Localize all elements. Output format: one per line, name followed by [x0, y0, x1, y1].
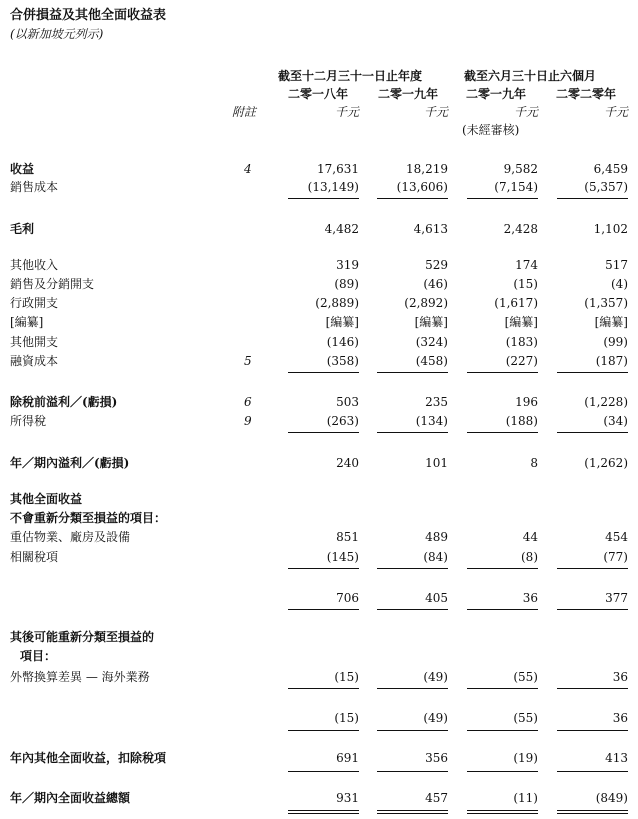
rule-subtotal-b-1 — [288, 609, 359, 610]
rule-subtotal-a-3 — [467, 568, 538, 569]
rule-subtotal-a-4 — [557, 568, 628, 569]
rule-oci-total-4 — [557, 730, 628, 731]
rule-total-4 — [557, 771, 628, 772]
rule-oci-total-1 — [288, 730, 359, 731]
header-unaudited: (未經審核) — [462, 123, 520, 137]
rule-fx-4 — [557, 688, 628, 689]
rule-pbt-4 — [557, 372, 628, 373]
rule-pbt-2 — [377, 372, 448, 373]
rule-final-3 — [467, 810, 538, 811]
rule-subtotal-a-1 — [288, 568, 359, 569]
header-year-3: 二零一九年 — [466, 87, 527, 101]
header-year-4: 二零二零年 — [556, 87, 617, 101]
header-year-1: 二零一八年 — [288, 87, 349, 101]
rule-pbt-1 — [288, 372, 359, 373]
header-year-group: 截至十二月三十一日止年度 — [278, 69, 423, 83]
statement-title: 合併損益及其他全面收益表 — [10, 8, 167, 23]
rule-fx-1 — [288, 688, 359, 689]
rule-subtotal-b-2 — [377, 609, 448, 610]
rule-profit-1 — [288, 432, 359, 433]
rule-total-1 — [288, 771, 359, 772]
header-note-label: 附註 — [232, 105, 257, 119]
header-unit-1: 千元 — [334, 105, 359, 119]
statement-subtitle: (以新加坡元列示) — [10, 27, 104, 41]
rule-gross-profit-2 — [377, 198, 448, 199]
rule-profit-4 — [557, 432, 628, 433]
rule-gross-profit-4 — [557, 198, 628, 199]
rule-final-2 — [377, 810, 448, 811]
header-half-group: 截至六月三十日止六個月 — [464, 69, 597, 83]
rule-pbt-3 — [467, 372, 538, 373]
rule-oci-total-2 — [377, 730, 448, 731]
rule-subtotal-b-4 — [557, 609, 628, 610]
rule-total-2 — [377, 771, 448, 772]
rule-final-1 — [288, 810, 359, 811]
header-unit-3: 千元 — [513, 105, 538, 119]
rule-final-4 — [557, 810, 628, 811]
rule-profit-3 — [467, 432, 538, 433]
rule-fx-2 — [377, 688, 448, 689]
header-year-2: 二零一九年 — [378, 87, 439, 101]
rule-gross-profit-3 — [467, 198, 538, 199]
rule-profit-2 — [377, 432, 448, 433]
rule-final-double-2 — [377, 813, 448, 814]
rule-final-double-1 — [288, 813, 359, 814]
header-unit-2: 千元 — [423, 105, 448, 119]
heading-may-reclassify: 其後可能重新分類至損益的 — [10, 630, 155, 644]
heading-oci: 其他全面收益 — [10, 492, 83, 506]
rule-total-3 — [467, 771, 538, 772]
heading-may-reclassify-items: 項目： — [20, 649, 57, 663]
header-unit-4: 千元 — [603, 105, 628, 119]
rule-gross-profit-1 — [288, 198, 359, 199]
rule-subtotal-a-2 — [377, 568, 448, 569]
heading-not-reclassified: 不會重新分類至損益的項目： — [10, 511, 167, 525]
rule-fx-3 — [467, 688, 538, 689]
rule-final-double-4 — [557, 813, 628, 814]
rule-subtotal-b-3 — [467, 609, 538, 610]
rule-oci-total-3 — [467, 730, 538, 731]
rule-final-double-3 — [467, 813, 538, 814]
